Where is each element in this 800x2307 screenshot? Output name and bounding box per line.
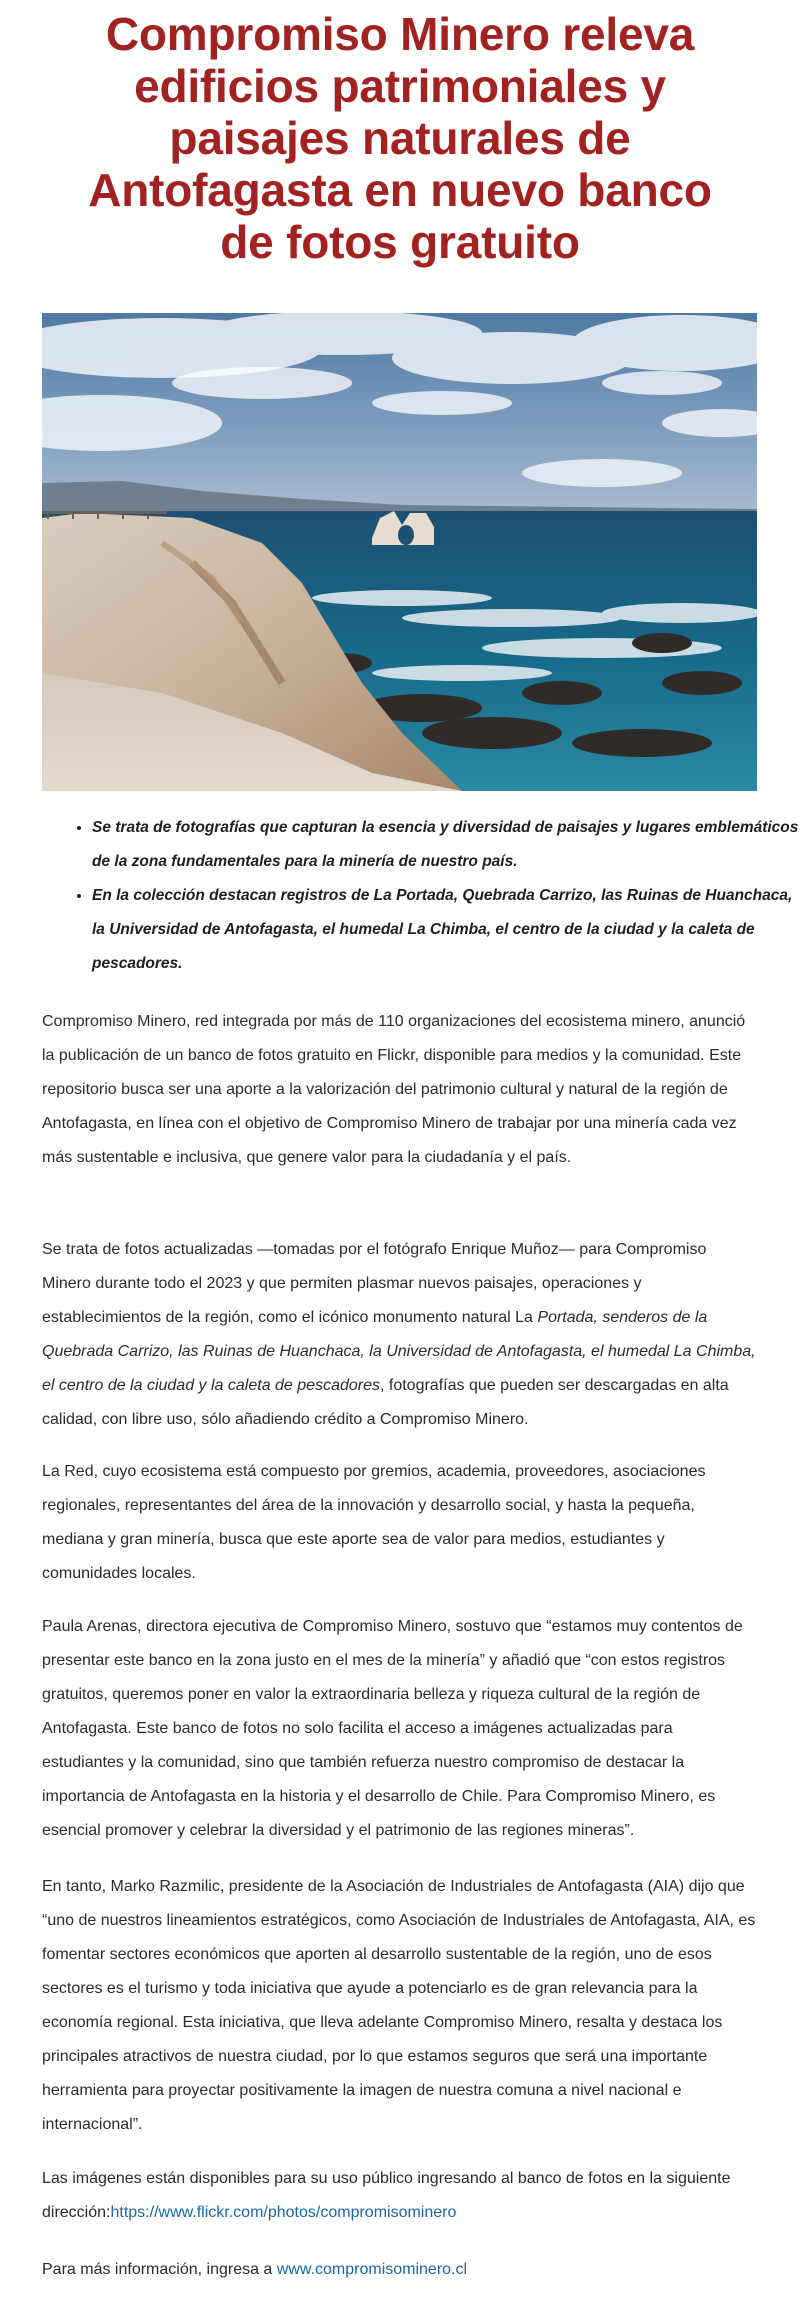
hero-photo-coastline	[42, 313, 757, 791]
paragraph-availability	[42, 2162, 757, 2230]
paragraph-quote-arenas: Paula Arenas, directora ejecutiva de Compromiso Minero, sostuvo que “estamos muy contentos de presentar este banco en la zona justo en el mes de la minería” y añadió que “con estos registros gratuitos, queremos poner en valor la extraordinaria belleza y riqueza cultural de la región de Antofagasta. Este banco de fotos no solo facilita el acceso a imágenes actualizadas para estudiantes y la comunidad, sino que también refuerza nuestro compromiso de destacar la importancia de Antofagasta en la historia y el desarrollo de Chile. Para Compromiso Minero, es esencial promover y celebrar la diversidad y el patrimonio de las regiones mineras”.	[42, 1618, 743, 1839]
highlight-item-1: • Se trata de fotografías que capturan la esencia y diversidad de paisajes y lugares emblemáticos de la zona fundamentales para la minería de nuestro país.	[92, 811, 800, 879]
article-title: Compromiso Minero releva edificios patrimoniales y paisajes naturales de Antofagasta en nuevo banco de fotos gratuito	[88, 8, 712, 268]
paragraph-network: La Red, cuyo ecosistema está compuesto por gremios, academia, proveedores, asociaciones regionales, representantes del área de la innovación y desarrollo social, y hasta la pequeña, mediana y gran minería, busca que este aporte sea de valor para medios, estudiantes y comunidades locales.	[42, 1463, 706, 1582]
paragraph-photos-places: Portada, senderos de la Quebrada Carrizo, las Ruinas de Huanchaca, la Universidad de Antofagasta, el humedal La Chimba, el centro de la ciudad y la caleta de pescadores	[42, 1309, 756, 1394]
highlight-item-2: • En la colección destacan registros de La Portada, Quebrada Carrizo, las Ruinas de Huanchaca, la Universidad de Antofagasta, el humedal La Chimba, el centro de la ciudad y la caleta de pescadores.	[92, 879, 800, 981]
paragraph-photos	[42, 1233, 757, 1437]
paragraph-photos-text-a: Se trata de fotos actualizadas —tomadas por el fotógrafo Enrique Muñoz— para Compromiso Minero durante todo el 2023 y que permiten plasmar nuevos paisajes, operaciones y establecimientos de la región, como el icónico monumento natural La	[42, 1241, 707, 1326]
paragraph-more-info	[42, 2253, 757, 2287]
availability-text: Las imágenes están disponibles para su uso público ingresando al banco de fotos en la siguiente dirección:	[42, 2170, 731, 2221]
paragraph-quote-razmilic: En tanto, Marko Razmilic, presidente de la Asociación de Industriales de Antofagasta (AIA) dijo que “uno de nuestros lineamientos estratégicos, como Asociación de Industriales de Antofagasta, AIA, es fomentar sectores económicos que aporten al desarrollo sustentable de la región, uno de esos sectores es el turismo y toda iniciativa que ayude a potenciarlo es de gran relevancia para la economía regional. Esta iniciativa, que lleva adelante Compromiso Minero, resalta y destaca los principales atractivos de nuestra ciudad, por lo que estamos seguros que será una importante herramienta para proyectar positivamente la imagen de nuestra comuna a nivel nacional e internacional”.	[42, 1878, 756, 2133]
highlights-list	[42, 811, 800, 981]
paragraph-photos-text-b: , fotografías que pueden ser descargadas en alta calidad, con libre uso, sólo añadiendo crédito a Compromiso Minero.	[42, 1377, 729, 1428]
website-link[interactable]: www.compromisominero.cl	[276, 2261, 468, 2278]
flickr-link[interactable]: https://www.flickr.com/photos/compromisominero	[110, 2204, 457, 2221]
more-info-text: Para más información, ingresa a	[42, 2261, 277, 2278]
paragraph-intro: Compromiso Minero, red integrada por más de 110 organizaciones del ecosistema minero, anunció la publicación de un banco de fotos gratuito en Flickr, disponible para medios y la comunidad. Este repositorio busca ser una aporte a la valorización del patrimonio cultural y natural de la región de Antofagasta, en línea con el objetivo de Compromiso Minero de trabajar por una minería cada vez más sustentable e inclusiva, que genere valor para la ciudadanía y el país.	[42, 1013, 746, 1166]
